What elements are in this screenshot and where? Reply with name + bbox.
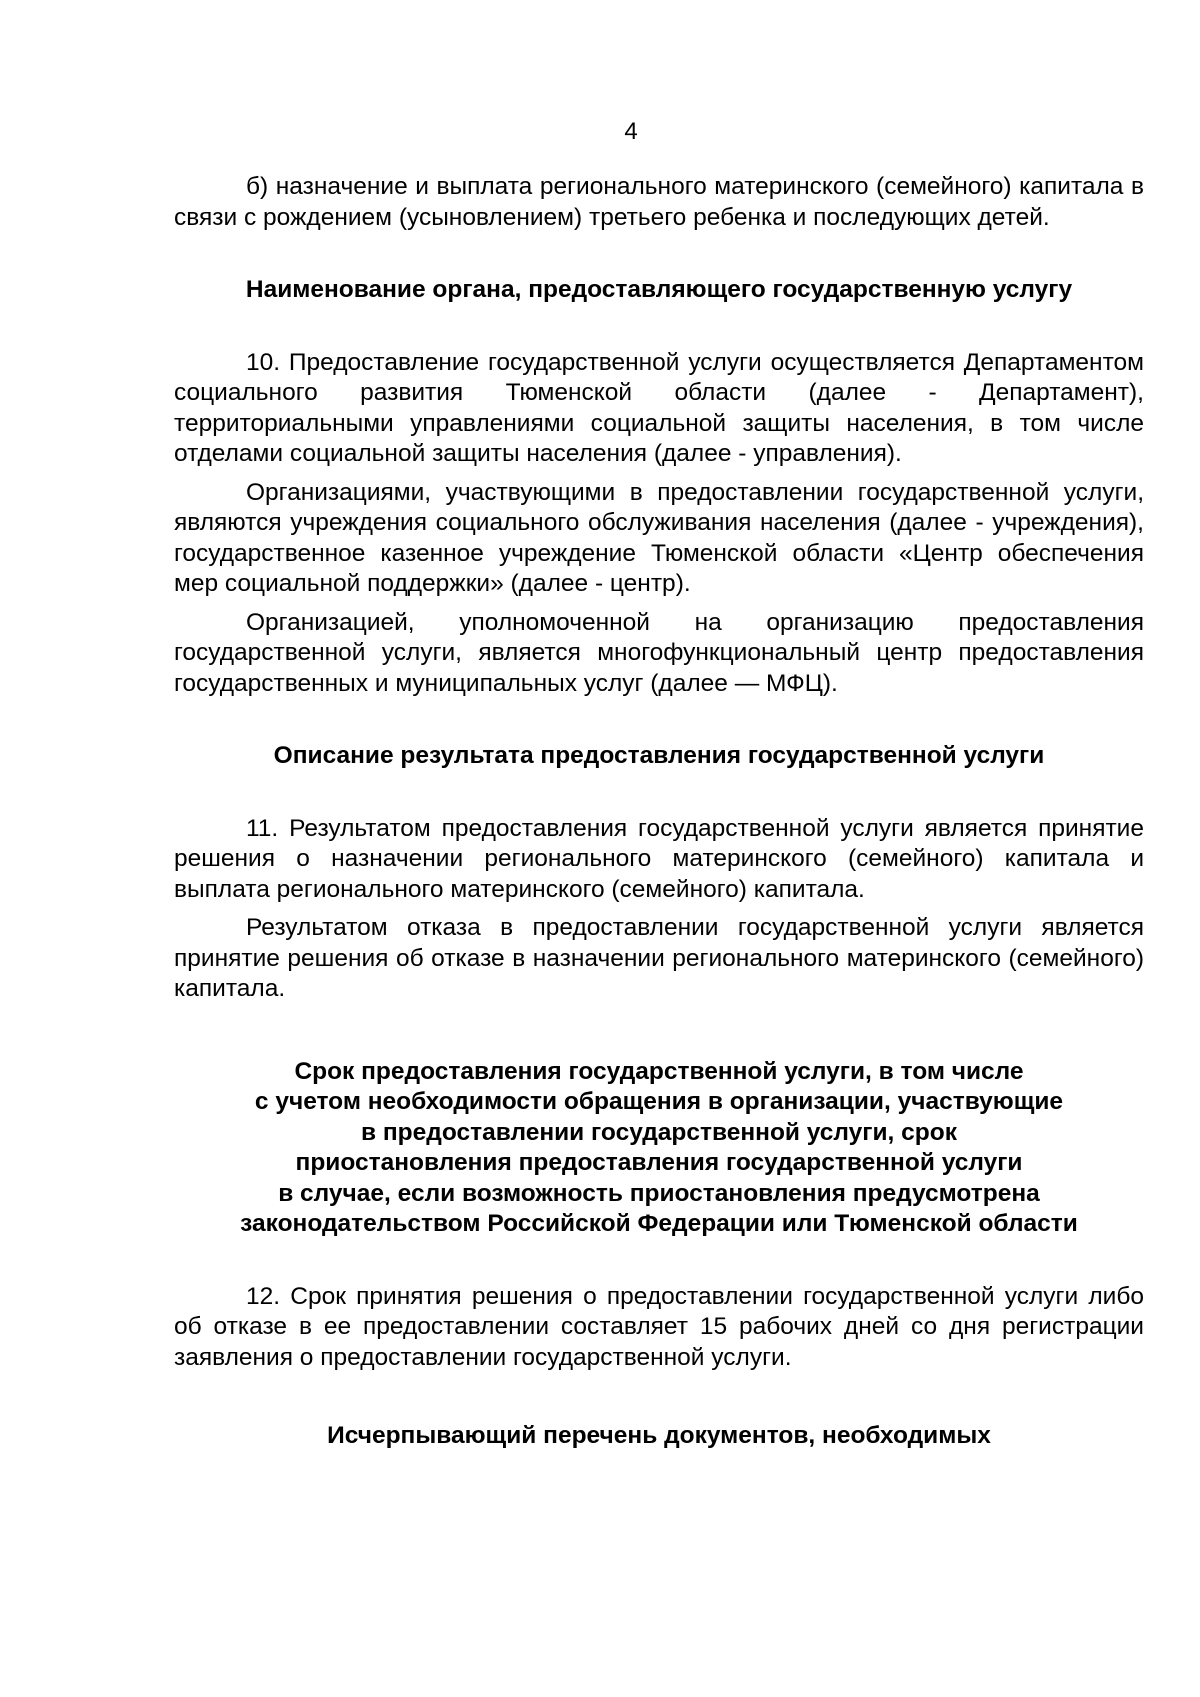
- section-heading-timeframe: [174, 1057, 1144, 1240]
- paragraph-10-3: Организацией, уполномоченной на организацию предоставления государственной услуги, является многофункциональный центр предоставления государственных и муниципальных услуг (далее — МФЦ).: [174, 608, 1144, 697]
- heading-line: в предоставлении государственной услуги, срок: [361, 1118, 957, 1146]
- heading-line: приостановления предоставления государственной услуги: [295, 1149, 1023, 1176]
- heading-line: с учетом необходимости обращения в организации, участвующие: [254, 1088, 1064, 1115]
- paragraph-10-1: 10. Предоставление государственной услуги осуществляется Департаментом социального развития Тюменской области (далее - Департамент), территориальными управлениями социальной защиты населения, в том числе отделами социальной защиты населения (далее - управления).: [174, 348, 1144, 467]
- paragraph-10-2: Организациями, участвующими в предоставлении государственной услуги, являются учреждения социального обслуживания населения (далее - учреждения), государственное казенное учреждение Тюменской области «Центр обеспечения мер социальной поддержки» (далее - центр).: [174, 478, 1144, 597]
- page-number: 4: [624, 118, 638, 145]
- section-heading-documents: Исчерпывающий перечень документов, необходимых: [327, 1422, 991, 1449]
- paragraph-11-1: 11. Результатом предоставления государственной услуги является принятие решения о назначении регионального материнского (семейного) капитала и выплата регионального материнского (семейного) капитала.: [174, 814, 1144, 903]
- heading-line: в случае, если возможность приостановления предусмотрена: [278, 1179, 1040, 1207]
- paragraph-12-1: 12. Срок принятия решения о предоставлении государственной услуги либо об отказе в ее предоставлении составляет 15 рабочих дней со дня регистрации заявления о предоставлении государственной услуги.: [174, 1282, 1144, 1371]
- heading-line: законодательством Российской Федерации или Тюменской области: [240, 1210, 1078, 1237]
- paragraph-11-2: Результатом отказа в предоставлении государственной услуги является принятие решения об отказе в назначении регионального материнского (семейного) капитала.: [174, 914, 1144, 1002]
- heading-line: Срок предоставления государственной услуги, в том числе: [294, 1057, 1024, 1085]
- section-heading-result: Описание результата предоставления государственной услуги: [273, 742, 1045, 769]
- paragraph-intro: б) назначение и выплата регионального материнского (семейного) капитала в связи с рождением (усыновлением) третьего ребенка и последующих детей.: [174, 173, 1144, 231]
- document-body: [174, 172, 1144, 1452]
- section-heading-authority: Наименование органа, предоставляющего государственную услугу: [245, 276, 1073, 303]
